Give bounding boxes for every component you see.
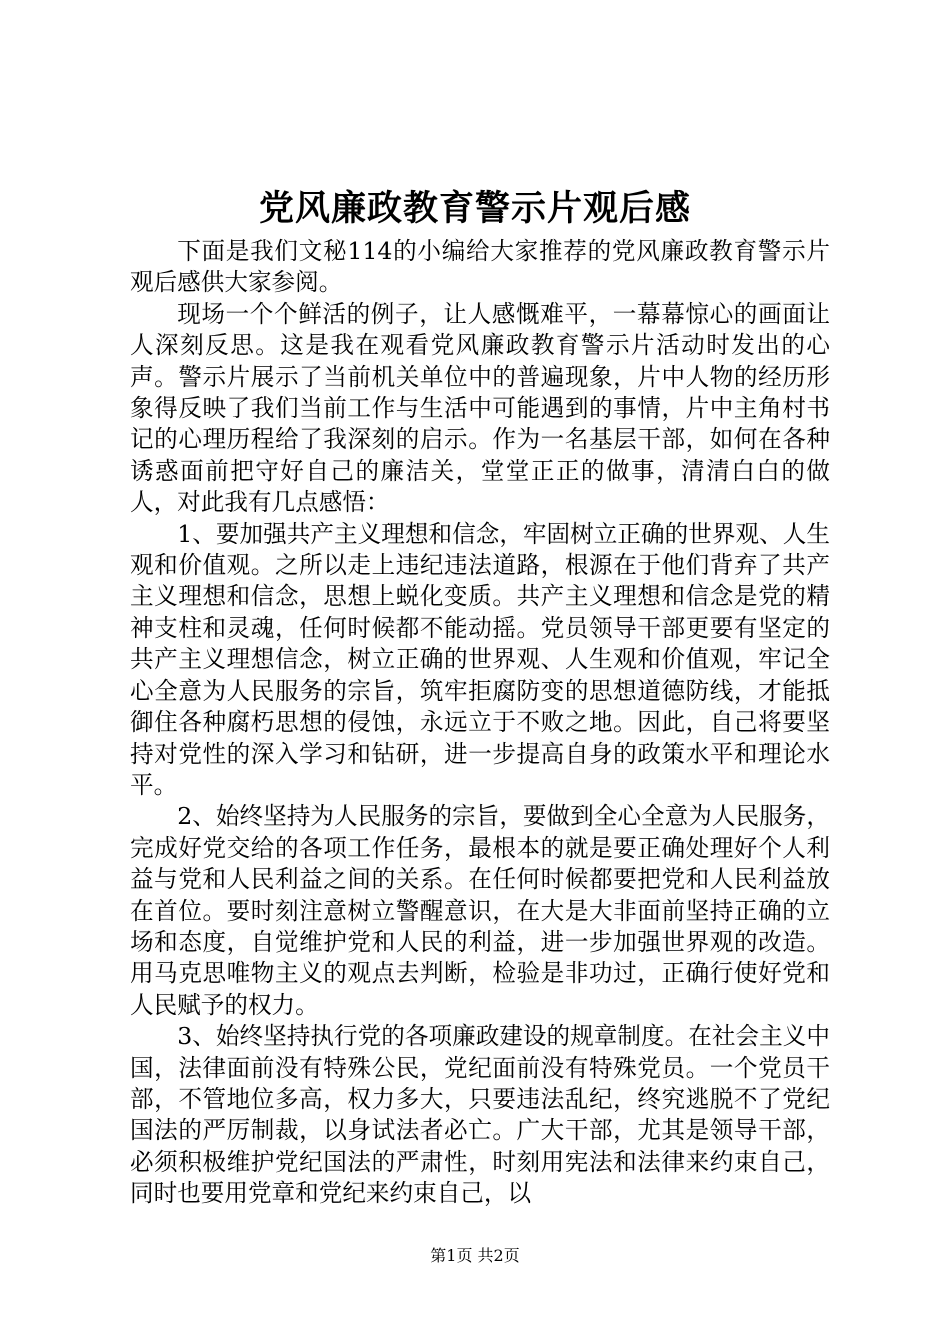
paragraph-reflection: 现场一个个鲜活的例子，让人感慨难平，一幕幕惊心的画面让人深刻反思。这是我在观看党风廉政教育警示片活动时发出的心声。警示片展示了当前机关单位中的普遍现象，片中人物的经历形象得反映了我们当前工作与生活中可能遇到的事情，片中主角村书记的心理历程给了我深刻的启示。作为一名基层干部，如何在各种诱惑面前把守好自己的廉洁关，堂堂正正的做事，清清白白的做人，对此我有几点感悟： — [130, 299, 830, 517]
paragraph-point-1: 1、要加强共产主义理想和信念，牢固树立正确的世界观、人生观和价值观。之所以走上违纪违法道路，根源在于他们背弃了共产主义理想和信念，思想上蜕化变质。共产主义理想和信念是党的精神支柱和灵魂，任何时候都不能动摇。党员领导干部更要有坚定的共产主义理想信念，树立正确的世界观、人生观和价值观，牢记全心全意为人民服务的宗旨，筑牢拒腐防变的思想道德防线，才能抵御住各种腐朽思想的侵蚀，永远立于不败之地。因此，自己将要坚持对党性的深入学习和钻研，进一步提高自身的政策水平和理论水平。 — [130, 519, 830, 799]
paragraph-intro: 下面是我们文秘114的小编给大家推荐的党风廉政教育警示片观后感供大家参阅。 — [130, 237, 830, 297]
document-title: 党风廉政教育警示片观后感 — [258, 188, 691, 229]
page-footer: 第1页 共2页 — [430, 1246, 520, 1265]
document-body — [130, 236, 830, 1210]
paragraph-point-2: 2、始终坚持为人民服务的宗旨，要做到全心全意为人民服务，完成好党交给的各项工作任务，最根本的就是要正确处理好个人利益与党和人民利益之间的关系。在任何时候都要把党和人民利益放在首位。要时刻注意树立警醒意识，在大是大非面前坚持正确的立场和态度，自觉维护党和人民的利益，进一步加强世界观的改造。用马克思唯物主义的观点去判断，检验是非功过，正确行使好党和人民赋予的权力。 — [130, 802, 830, 1019]
paragraph-point-3: 3、始终坚持执行党的各项廉政建设的规章制度。在社会主义中国，法律面前没有特殊公民，党纪面前没有特殊党员。一个党员干部，不管地位多高，权力多大，只要违法乱纪，终究逃脱不了党纪国法的严厉制裁，以身试法者必亡。广大干部，尤其是领导干部，必须积极维护党纪国法的严肃性，时刻用宪法和法律来约束自己，同时也要用党章和党纪来约束自己，以 — [130, 1022, 830, 1208]
